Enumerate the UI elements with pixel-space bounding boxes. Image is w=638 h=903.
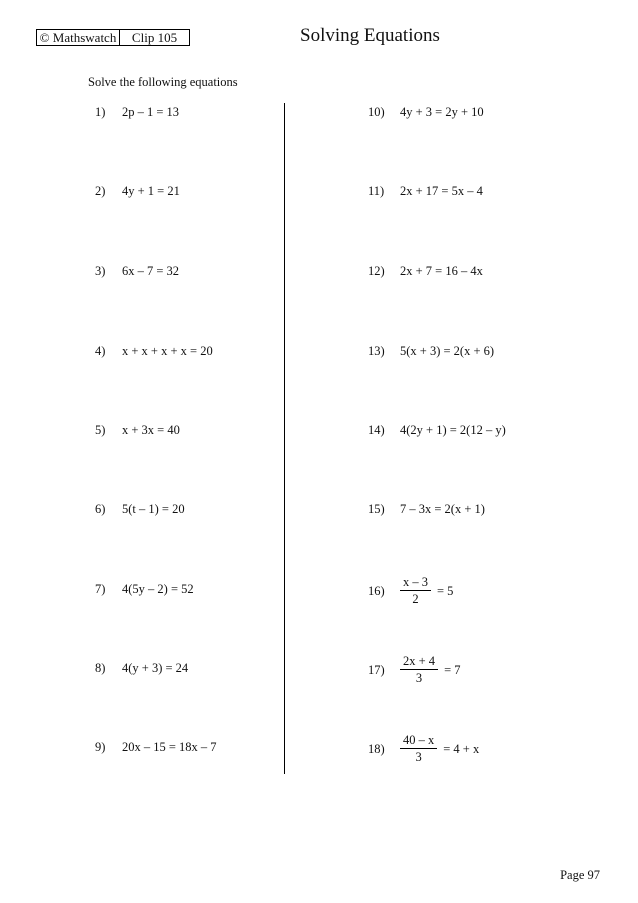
- numerator: 40 – x: [400, 733, 437, 749]
- equation: 5(t – 1) = 20: [122, 502, 185, 516]
- fraction: [400, 575, 431, 607]
- question-number: 17): [368, 662, 385, 677]
- question-17: [368, 654, 461, 686]
- equation: 5(x + 3) = 2(x + 6): [400, 344, 495, 358]
- equation: 2p – 1 = 13: [122, 105, 180, 119]
- question-number: 10): [368, 105, 385, 119]
- equation: 4y + 1 = 21: [122, 184, 180, 198]
- equation: 4(5y – 2) = 52: [122, 582, 194, 596]
- question-13: [368, 344, 494, 359]
- equation: 20x – 15 = 18x – 7: [122, 740, 217, 754]
- question-number: 14): [368, 423, 385, 437]
- question-number: 3): [95, 264, 106, 278]
- question-4: [95, 344, 213, 359]
- page-title: Solving Equations: [300, 25, 440, 46]
- question-12: [368, 264, 483, 279]
- question-number: 12): [368, 264, 385, 278]
- clip-header-box: [36, 29, 190, 46]
- question-10: [368, 105, 484, 120]
- question-number: 2): [95, 184, 106, 198]
- page-number: Page 97: [560, 868, 600, 882]
- equation: 2x + 7 = 16 – 4x: [400, 264, 483, 278]
- question-11: [368, 184, 483, 199]
- question-15: [368, 502, 485, 517]
- question-number: 8): [95, 661, 106, 675]
- equation: 4(2y + 1) = 2(12 – y): [400, 423, 506, 437]
- question-7: [95, 582, 194, 597]
- equation: x + 3x = 40: [122, 423, 180, 437]
- question-1: [95, 105, 179, 120]
- fraction: [400, 654, 438, 686]
- question-number: 6): [95, 502, 106, 516]
- numerator: 2x + 4: [400, 654, 438, 670]
- question-number: 11): [368, 184, 385, 198]
- equation: 2x + 17 = 5x – 4: [400, 184, 483, 198]
- equation: 4(y + 3) = 24: [122, 661, 189, 675]
- equation: 7 – 3x = 2(x + 1): [400, 502, 485, 516]
- column-divider: [284, 103, 285, 774]
- question-5: [95, 423, 180, 438]
- right-hand-side: = 5: [437, 583, 454, 598]
- equation: 4y + 3 = 2y + 10: [400, 105, 484, 119]
- question-2: [95, 184, 180, 199]
- question-14: [368, 423, 506, 438]
- question-16: [368, 575, 453, 607]
- denominator: 2: [412, 592, 419, 606]
- brand-label: © Mathswatch: [37, 30, 120, 45]
- question-number: 7): [95, 582, 106, 596]
- question-number: 16): [368, 583, 385, 598]
- fraction: [400, 733, 437, 765]
- equation: x + x + x + x = 20: [122, 344, 213, 358]
- equation: 6x – 7 = 32: [122, 264, 180, 278]
- question-number: 9): [95, 740, 106, 754]
- clip-label: Clip 105: [131, 30, 178, 45]
- denominator: 3: [415, 750, 422, 764]
- question-3: [95, 264, 179, 279]
- question-18: [368, 733, 479, 765]
- question-number: 18): [368, 741, 385, 756]
- question-number: 1): [95, 105, 106, 119]
- question-6: [95, 502, 185, 517]
- question-number: 5): [95, 423, 106, 437]
- question-number: 4): [95, 344, 106, 358]
- right-hand-side: = 4 + x: [443, 741, 480, 756]
- right-hand-side: = 7: [444, 662, 461, 677]
- numerator: x – 3: [400, 575, 431, 591]
- question-number: 13): [368, 344, 385, 358]
- instruction-text: Solve the following equations: [88, 75, 238, 89]
- denominator: 3: [415, 671, 423, 685]
- question-9: [95, 740, 217, 755]
- question-8: [95, 661, 188, 676]
- question-number: 15): [368, 502, 385, 516]
